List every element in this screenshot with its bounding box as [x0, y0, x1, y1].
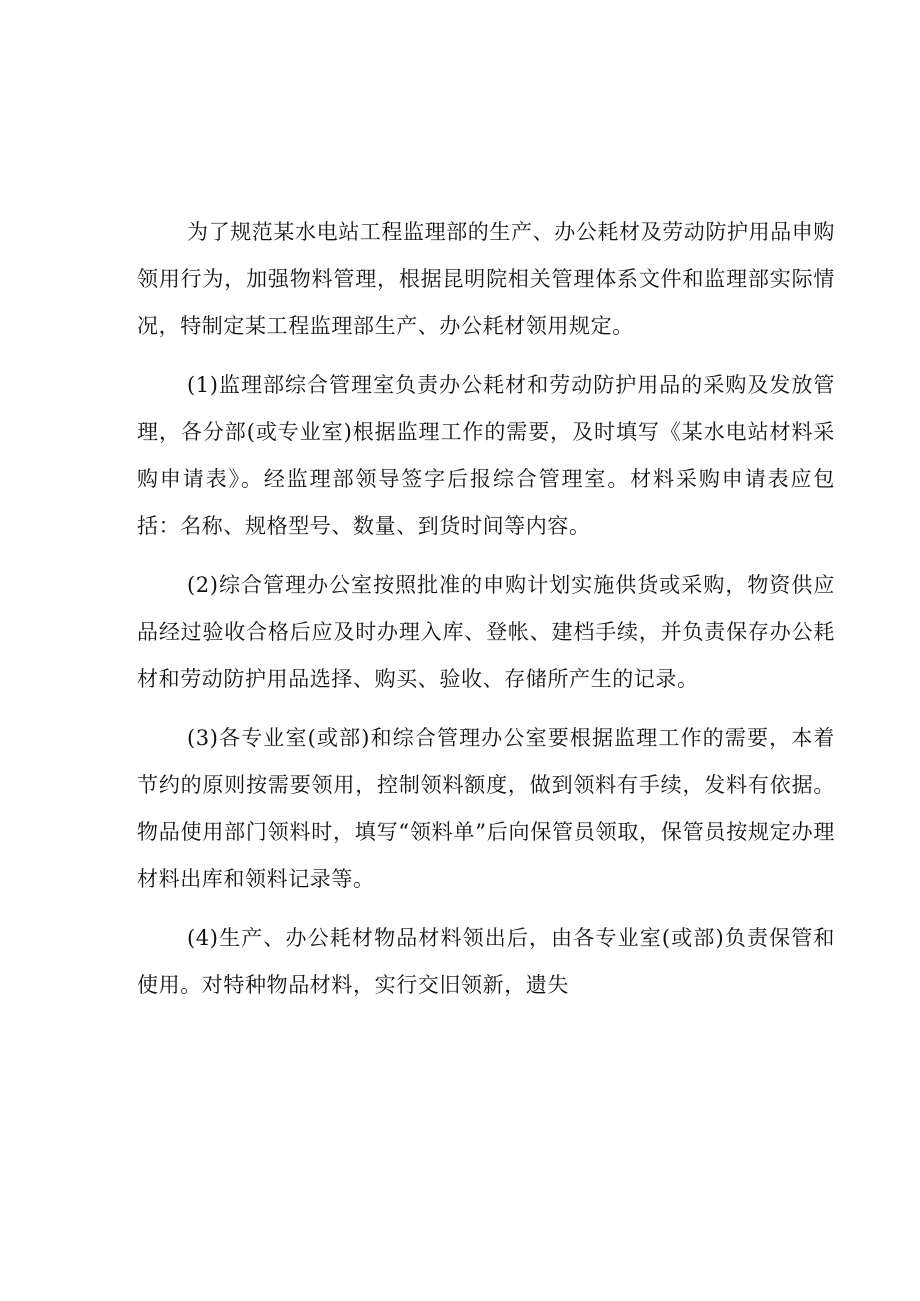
paragraph-item-4: (4)生产、办公耗材物品材料领出后，由各专业室(或部)负责保管和使用。对特种物品材料，实行交旧领新，遗失 — [137, 926, 835, 997]
paragraph-intro: 为了规范某水电站工程监理部的生产、办公耗材及劳动防护用品申购领用行为，加强物料管理，根据昆明院相关管理体系文件和监理部实际情况，特制定某工程监理部生产、办公耗材领用规定。 — [137, 220, 835, 338]
paragraph-item-2: (2)综合管理办公室按照批准的申购计划实施供货或采购，物资供应品经过验收合格后应及时办理入库、登帐、建档手续，并负责保存办公耗材和劳动防护用品选择、购买、验收、存储所产生的记录。 — [137, 573, 835, 691]
document-body — [137, 209, 835, 1021]
paragraph-item-1: (1)监理部综合管理室负责办公耗材和劳动防护用品的采购及发放管理，各分部(或专业室)根据监理工作的需要，及时填写《某水电站材料采购申请表》。经监理部领导签字后报综合管理室。材料采购申请表应包括：名称、规格型号、数量、到货时间等内容。 — [137, 373, 835, 538]
paragraph-item-3: (3)各专业室(或部)和综合管理办公室要根据监理工作的需要，本着节约的原则按需要领用，控制领料额度，做到领料有手续，发料有依据。物品使用部门领料时，填写“领料单”后向保管员领取，保管员按规定办理材料出库和领料记录等。 — [137, 726, 835, 891]
